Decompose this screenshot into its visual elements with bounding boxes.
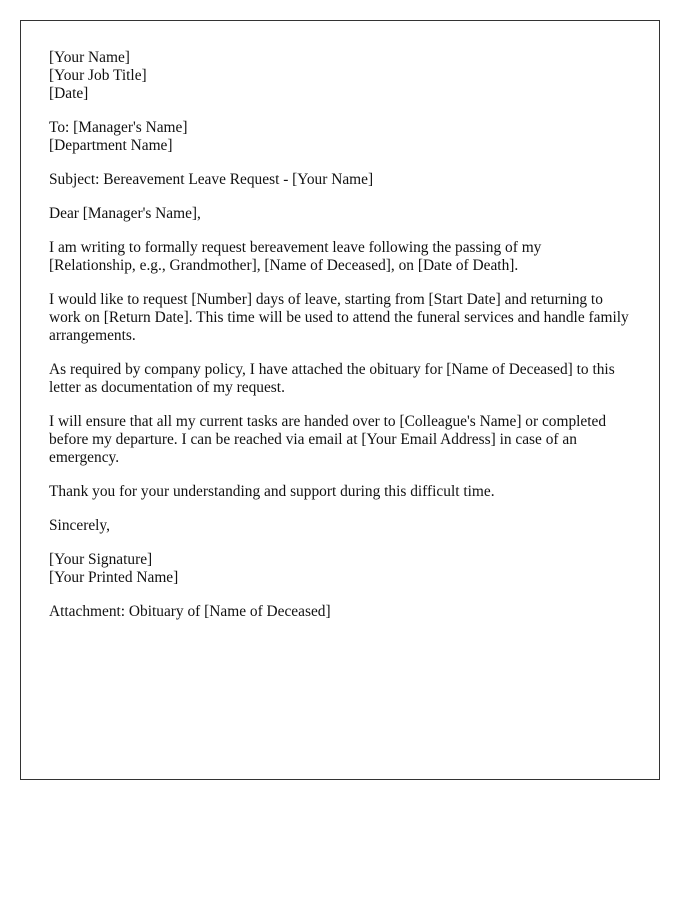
recipient-block <box>49 119 631 155</box>
letter-page <box>20 20 660 780</box>
subject-line: Subject: Bereavement Leave Request - [Your Name] <box>49 171 374 188</box>
body-paragraph-4: I will ensure that all my current tasks are handed over to [Colleague's Name] or completed before my departure. I can be reached via email at [Your Email Address] in case of an emergency. <box>49 413 607 466</box>
signature-line: [Your Signature] <box>49 551 153 568</box>
body-paragraph-1: I am writing to formally request bereavement leave following the passing of my [Relationship, e.g., Grandmother], [Name of Deceased], on [Date of Death]. <box>49 239 542 274</box>
salutation: Dear [Manager's Name], <box>49 205 201 222</box>
signature-block <box>49 551 631 587</box>
recipient-department: [Department Name] <box>49 137 173 154</box>
body-paragraph-3: As required by company policy, I have attached the obituary for [Name of Deceased] to this letter as documentation of my request. <box>49 361 615 396</box>
body-paragraph-2: I would like to request [Number] days of leave, starting from [Start Date] and returning to work on [Return Date]. This time will be used to attend the funeral services and handle family arrangements. <box>49 291 629 344</box>
recipient-name: To: [Manager's Name] <box>49 119 188 136</box>
closing: Sincerely, <box>49 517 110 534</box>
attachment-note: Attachment: Obituary of [Name of Deceased] <box>49 603 331 620</box>
sender-name: [Your Name] <box>49 49 130 66</box>
sender-job-title: [Your Job Title] <box>49 67 147 84</box>
letter-date: [Date] <box>49 85 89 102</box>
printed-name: [Your Printed Name] <box>49 569 179 586</box>
body-paragraph-5: Thank you for your understanding and support during this difficult time. <box>49 483 495 500</box>
sender-block <box>49 49 631 103</box>
